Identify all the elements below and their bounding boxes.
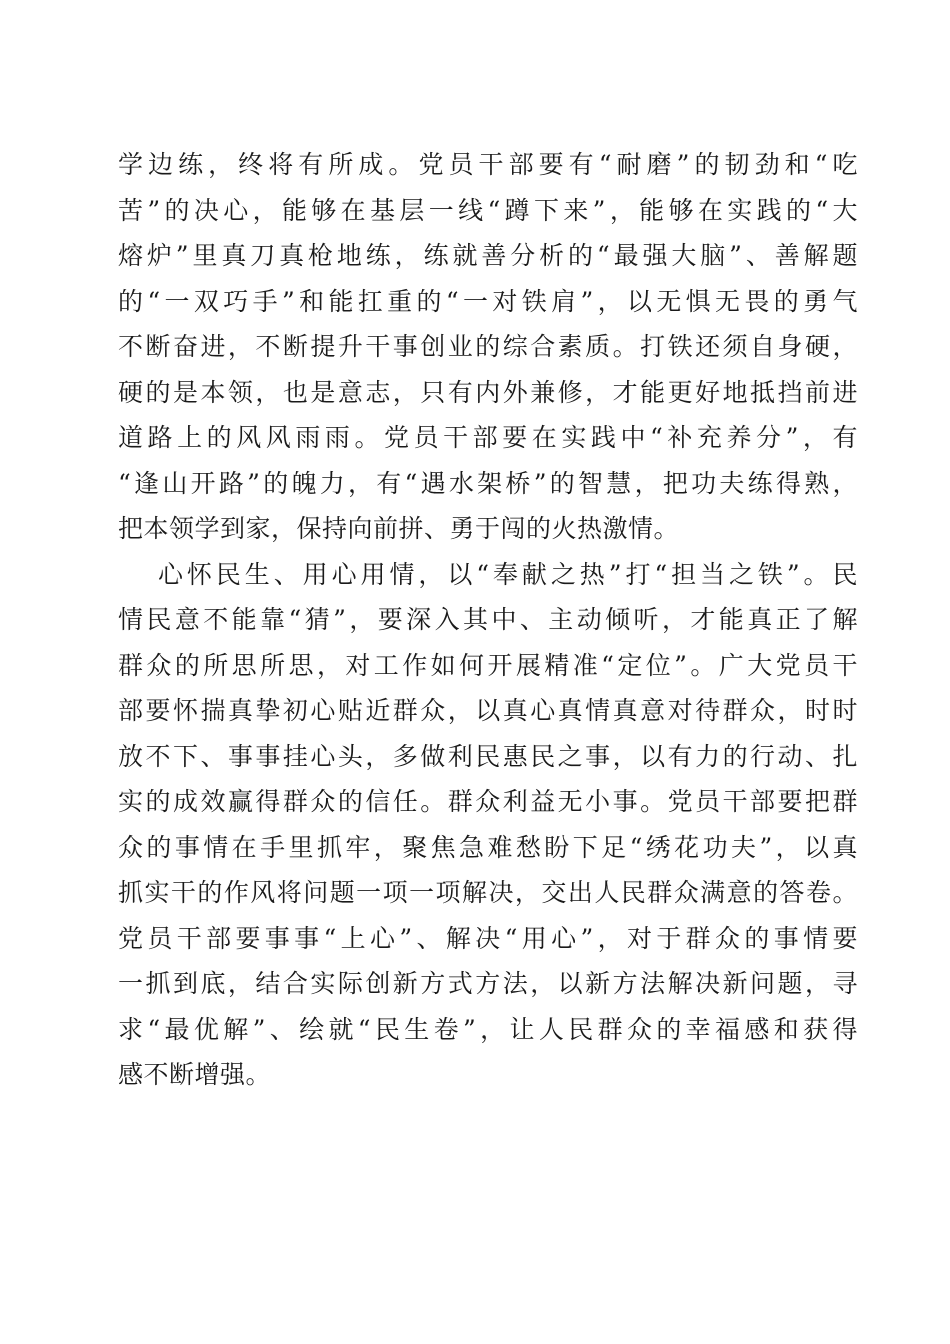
text-line: 求“最优解”、绘就“民生卷”，让人民群众的幸福感和获得 <box>118 1014 858 1044</box>
paragraph-2 <box>118 552 858 1098</box>
text-line: 不断奋进，不断提升干事创业的综合素质。打铁还须自身硬， <box>118 332 858 361</box>
text-line: 部要怀揣真挚初心贴近群众，以真心真情真意对待群众，时时 <box>118 696 858 725</box>
text-line: 熔炉”里真刀真枪地练，练就善分析的“最强大脑”、善解题 <box>118 241 858 270</box>
text-line: 的“一双巧手”和能扛重的“一对铁肩”，以无惧无畏的勇气 <box>118 286 858 316</box>
text-line: 抓实干的作风将问题一项一项解决，交出人民群众满意的答卷。 <box>118 878 858 907</box>
text-line: 群众的所思所思，对工作如何开展精准“定位”。广大党员干 <box>118 650 858 680</box>
text-line: 硬的是本领，也是意志，只有内外兼修，才能更好地抵挡前进 <box>118 377 858 407</box>
text-line: 放不下、事事挂心头，多做利民惠民之事，以有力的行动、扎 <box>118 741 858 771</box>
text-line: 一抓到底，结合实际创新方式方法，以新方法解决新问题，寻 <box>118 969 858 998</box>
text-line: 学边练，终将有所成。党员干部要有“耐磨”的韧劲和“吃 <box>118 150 858 179</box>
text-line: 把本领学到家，保持向前拼、勇于闯的火热激情。 <box>118 514 680 543</box>
text-line: 苦”的决心，能够在基层一线“蹲下来”，能够在实践的“大 <box>118 195 858 225</box>
text-line: 心怀民生、用心用情，以“奉献之热”打“担当之铁”。民 <box>158 559 858 589</box>
text-line: 道路上的风风雨雨。党员干部要在实践中“补充养分”，有 <box>118 423 858 452</box>
text-line: 党员干部要事事“上心”、解决“用心”，对于群众的事情要 <box>118 923 858 953</box>
text-line: 众的事情在手里抓牢，聚焦急难愁盼下足“绣花功夫”，以真 <box>118 832 858 862</box>
text-line: 实的成效赢得群众的信任。群众利益无小事。党员干部要把群 <box>118 787 858 816</box>
text-line: 情民意不能靠“猜”，要深入其中、主动倾听，才能真正了解 <box>118 605 858 634</box>
document-body <box>118 142 858 1098</box>
paragraph-1 <box>118 142 858 552</box>
text-line: 感不断增强。 <box>118 1060 272 1089</box>
text-line: “逢山开路”的魄力，有“遇水架桥”的智慧，把功夫练得熟， <box>118 468 858 498</box>
